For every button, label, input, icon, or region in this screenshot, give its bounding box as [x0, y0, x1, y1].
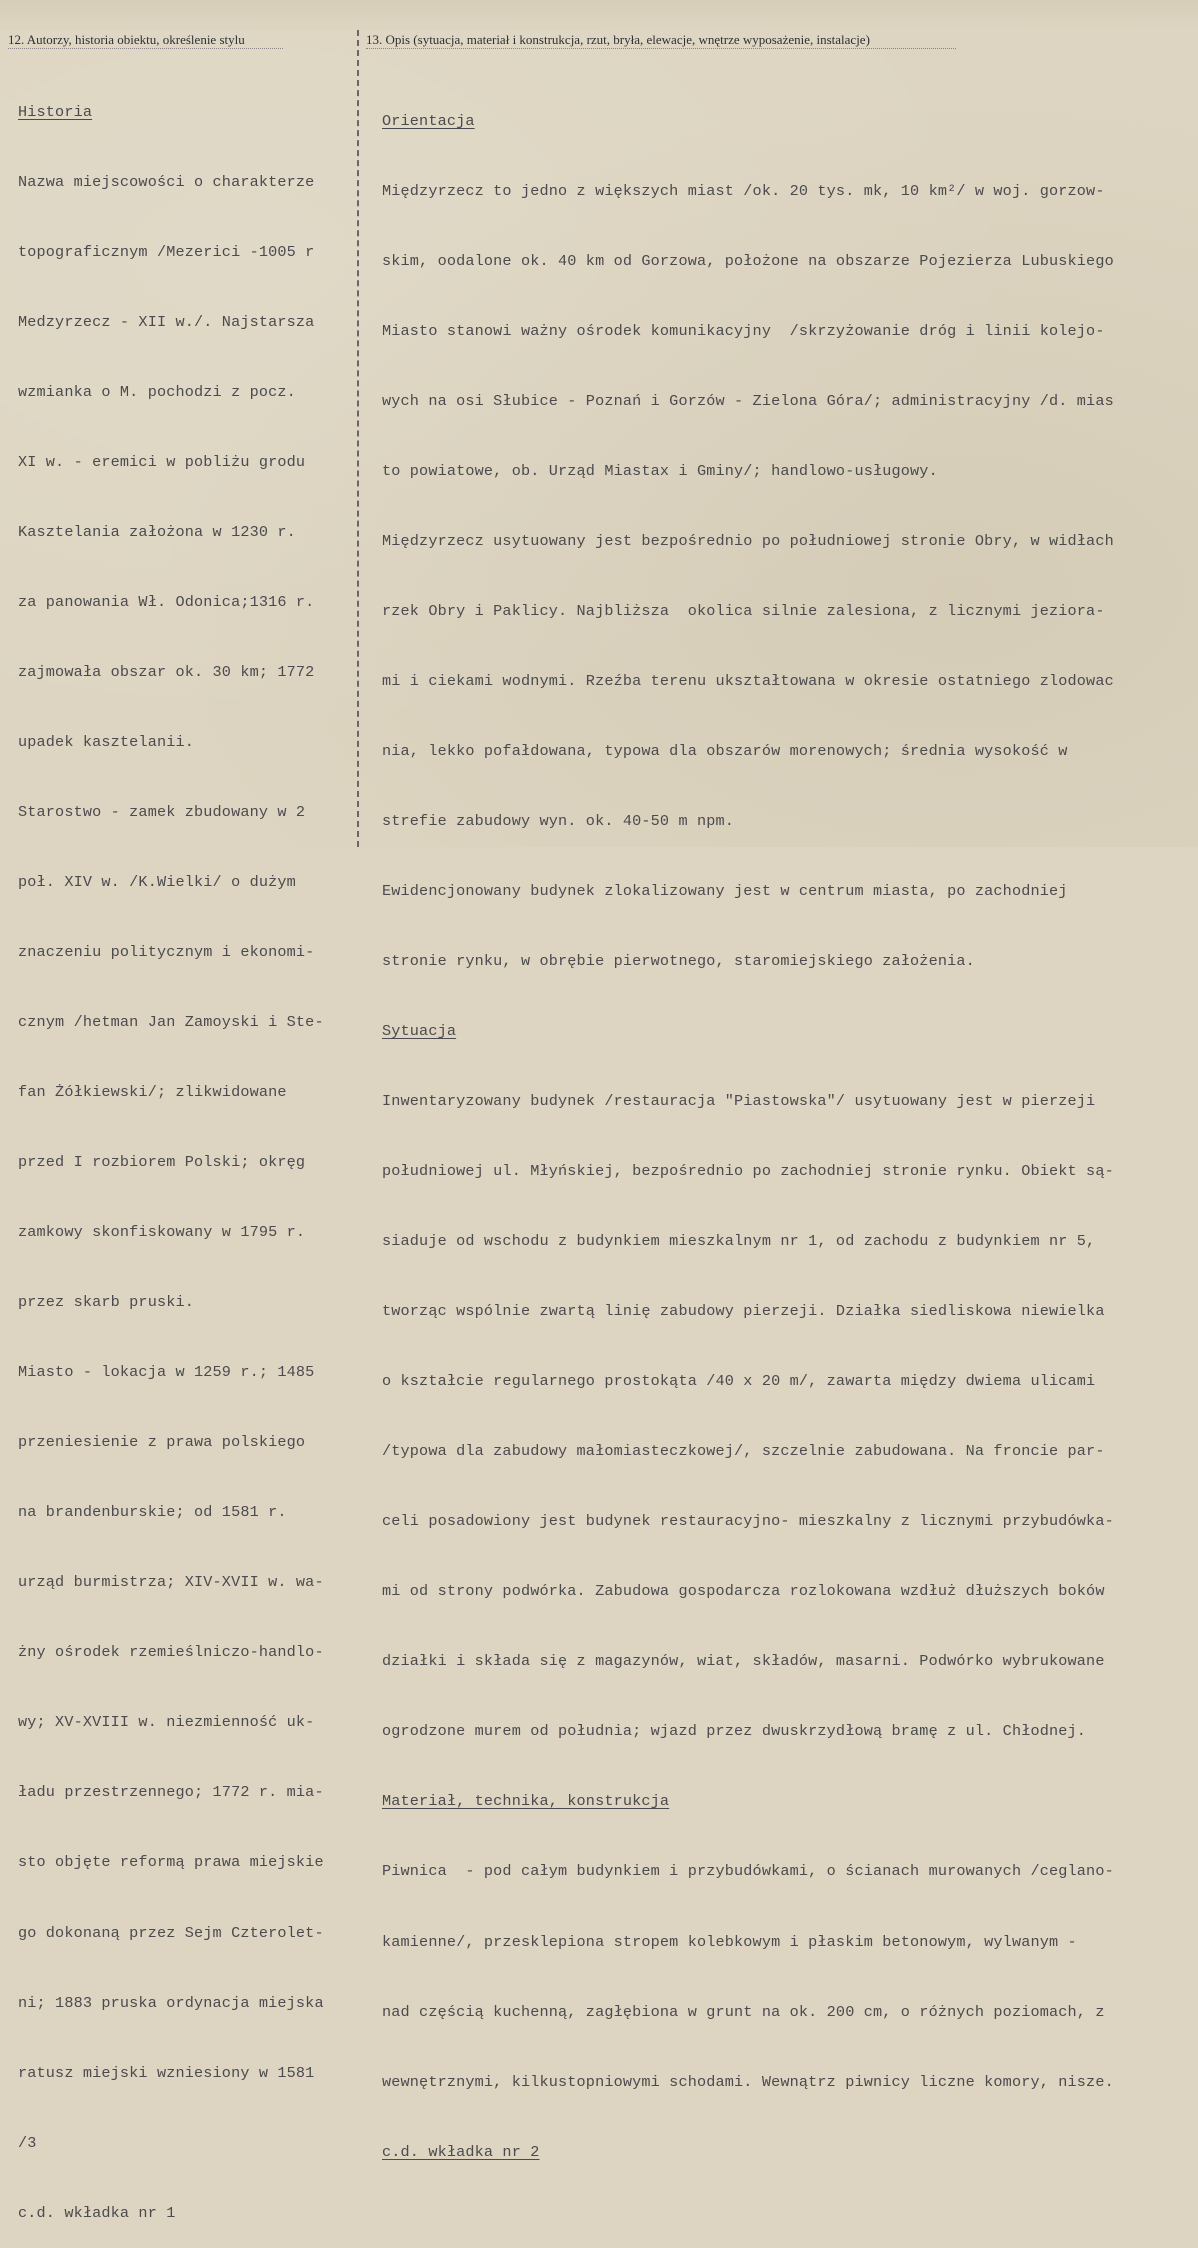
- text-line: urząd burmistrza; XIV-XVII w. wa-: [18, 1573, 324, 1592]
- text-line: stronie rynku, w obrębie pierwotnego, staromiejskiego założenia.: [382, 952, 975, 971]
- text-line: przed I rozbiorem Polski; okręg: [18, 1153, 306, 1172]
- text-line: sto objęte reformą prawa miejskie: [18, 1853, 324, 1872]
- heading-sytuacja: Sytuacja: [382, 1022, 457, 1041]
- text-line: mi i ciekami wodnymi. Rzeźba terenu ukształtowana w okresie ostatniego zlodowac: [382, 671, 1114, 690]
- text-line: wzmianka o M. pochodzi z pocz.: [18, 382, 296, 401]
- text-line: wych na osi Słubice - Poznań i Gorzów - Zielona Góra/; administracyjny /d. mias: [382, 391, 1114, 410]
- text-line: topograficznym /Mezerici -1005 r: [18, 242, 315, 261]
- text-line: Międzyrzecz to jedno z większych miast /ok. 20 tys. mk, 10 km²/ w woj. gorzow-: [382, 181, 1105, 200]
- text-line: ładu przestrzennego; 1772 r. mia-: [18, 1783, 324, 1802]
- heading-material: Materiał, technika, konstrukcja: [382, 1792, 670, 1811]
- text-line: XI w. - eremici w pobliżu grodu: [18, 452, 306, 471]
- description-text: [382, 63, 1114, 2187]
- text-line: Miasto - lokacja w 1259 r.; 1485: [18, 1363, 315, 1382]
- text-line: żny ośrodek rzemieślniczo-handlo-: [18, 1643, 324, 1662]
- text-line: nia, lekko pofałdowana, typowa dla obszarów morenowych; średnia wysokość w: [382, 741, 1068, 760]
- text-line: Miasto stanowi ważny ośrodek komunikacyjny /skrzyżowanie dróg i linii kolejo-: [382, 321, 1105, 340]
- continuation-note: c.d. wkładka nr 1: [18, 2203, 176, 2222]
- text-line: /3: [18, 2133, 37, 2152]
- continuation-note: c.d. wkładka nr 2: [382, 2142, 540, 2161]
- text-line: Inwentaryzowany budynek /restauracja "Piastowska"/ usytuowany jest w pierzeji: [382, 1092, 1096, 1111]
- text-line: na brandenburskie; od 1581 r.: [18, 1503, 287, 1522]
- text-line: Medzyrzecz - XII w./. Najstarsza: [18, 312, 315, 331]
- text-line: go dokonaną przez Sejm Czterolet-: [18, 1923, 324, 1942]
- text-line: ni; 1883 pruska ordynacja miejska: [18, 1993, 324, 2012]
- heading-historia: Historia: [18, 102, 93, 121]
- text-line: zamkowy skonfiskowany w 1795 r.: [18, 1223, 306, 1242]
- text-line: tworząc wspólnie zwartą linię zabudowy pierzeji. Działka siedliskowa niewielka: [382, 1302, 1105, 1321]
- text-line: skim, oodalone ok. 40 km od Gorzowa, położone na obszarze Pojezierza Lubuskiego: [382, 251, 1114, 270]
- text-line: działki i składa się z magazynów, wiat, składów, masarni. Podwórko wybrukowane: [382, 1652, 1105, 1671]
- history-text: [18, 54, 324, 2248]
- text-line: Ewidencjonowany budynek zlokalizowany jest w centrum miasta, po zachodniej: [382, 882, 1068, 901]
- text-line: celi posadowiony jest budynek restauracyjno- mieszkalny z licznymi przybudówka-: [382, 1512, 1114, 1531]
- text-line: południowej ul. Młyńskiej, bezpośrednio po zachodniej stronie rynku. Obiekt są-: [382, 1162, 1114, 1181]
- text-line: o kształcie regularnego prostokąta /40 x 20 m/, zawarta między dwiema ulicami: [382, 1372, 1096, 1391]
- text-line: nad częścią kuchenną, zagłębiona w grunt na ok. 200 cm, o różnych poziomach, z: [382, 2002, 1105, 2021]
- text-line: Nazwa miejscowości o charakterze: [18, 172, 315, 191]
- text-line: zajmowała obszar ok. 30 km; 1772: [18, 662, 315, 681]
- text-line: przeniesienie z prawa polskiego: [18, 1433, 306, 1452]
- section-12-header: 12. Autorzy, historia obiektu, określenie stylu: [8, 32, 245, 47]
- text-line: rzek Obry i Paklicy. Najbliższa okolica silnie zalesiona, z licznymi jeziora-: [382, 601, 1105, 620]
- column-divider: [357, 30, 359, 847]
- text-line: przez skarb pruski.: [18, 1293, 195, 1312]
- section-13-header: 13. Opis (sytuacja, materiał i konstrukcja, rzut, bryła, elewacje, wnętrze wyposażenie, instalacje): [366, 32, 870, 47]
- text-line: siaduje od wschodu z budynkiem mieszkalnym nr 1, od zachodu z budynkiem nr 5,: [382, 1232, 1096, 1251]
- text-line: Międzyrzecz usytuowany jest bezpośrednio po południowej stronie Obry, w widłach: [382, 531, 1114, 550]
- text-line: cznym /hetman Jan Zamoyski i Ste-: [18, 1013, 324, 1032]
- text-line: to powiatowe, ob. Urząd Miastax i Gminy/; handlowo-usługowy.: [382, 461, 938, 480]
- text-line: ogrodzone murem od południa; wjazd przez dwuskrzydłową bramę z ul. Chłodnej.: [382, 1722, 1087, 1741]
- heading-orientacja: Orientacja: [382, 111, 475, 130]
- text-line: znaczeniu politycznym i ekonomi-: [18, 943, 315, 962]
- text-line: Starostwo - zamek zbudowany w 2: [18, 803, 306, 821]
- text-line: ratusz miejski wzniesiony w 1581: [18, 2063, 315, 2082]
- text-line: mi od strony podwórka. Zabudowa gospodarcza rozlokowana wzdłuż dłuższych boków: [382, 1582, 1105, 1601]
- top-edge: [0, 0, 1198, 30]
- text-line: wy; XV-XVIII w. niezmienność uk-: [18, 1713, 315, 1732]
- text-line: poł. XIV w. /K.Wielki/ o dużym: [18, 873, 296, 892]
- text-line: strefie zabudowy wyn. ok. 40-50 m npm.: [382, 812, 735, 830]
- text-line: fan Żółkiewski/; zlikwidowane: [18, 1083, 287, 1102]
- text-line: wewnętrznymi, kilkustopniowymi schodami. Wewnątrz piwnicy liczne komory, nisze.: [382, 2072, 1114, 2091]
- text-line: /typowa dla zabudowy małomiasteczkowej/, szczelnie zabudowana. Na froncie par-: [382, 1442, 1105, 1461]
- text-line: kamienne/, przesklepiona stropem kolebkowym i płaskim betonowym, wylwanym -: [382, 1932, 1077, 1951]
- text-line: upadek kasztelanii.: [18, 732, 195, 751]
- section-13-rule: [366, 48, 956, 49]
- text-line: Kasztelania założona w 1230 r.: [18, 522, 296, 541]
- text-line: Piwnica - pod całym budynkiem i przybudówkami, o ścianach murowanych /ceglano-: [382, 1862, 1114, 1881]
- text-line: za panowania Wł. Odonica;1316 r.: [18, 592, 315, 611]
- section-12-rule: [8, 48, 283, 49]
